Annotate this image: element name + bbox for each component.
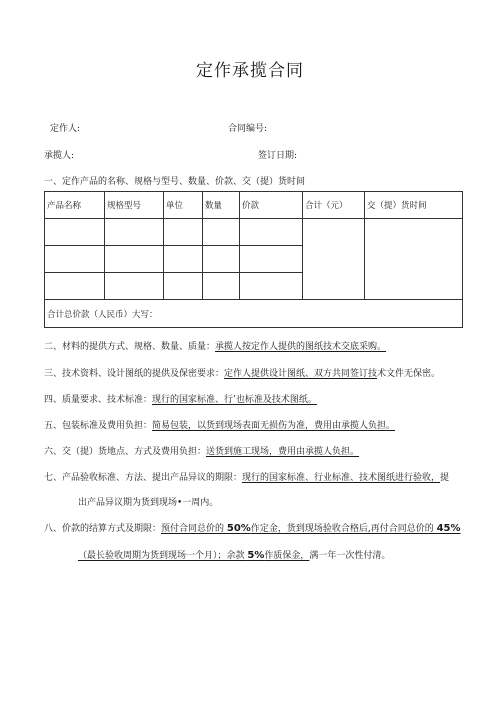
- warranty-percent: 5%: [247, 550, 265, 561]
- column-header: 交（提）货时间: [365, 192, 463, 219]
- section7-tail: 提: [440, 473, 450, 483]
- section2-value: 承揽人按定作人提供的图纸技术交底采购。: [215, 342, 387, 352]
- column-header: 规格型号: [105, 192, 164, 219]
- table-row: [45, 219, 463, 246]
- column-header: 合计（元）: [303, 192, 365, 219]
- table-total-row: [45, 300, 463, 328]
- section3-rest: 术文件无保密。: [377, 369, 441, 379]
- section8-line2: [78, 548, 390, 561]
- table-cell[interactable]: [105, 246, 164, 273]
- section5-label: 五、包装标准及费用负担：: [44, 421, 153, 431]
- section8-label: 八、价款的结算方式及期限：: [44, 524, 162, 534]
- section8: [44, 521, 461, 534]
- section6-value: 送货到施工现场，费用由承揽人负担。: [206, 447, 360, 457]
- section3-label: 三、技术资料、设计图纸的提供及保密要求：: [44, 369, 225, 379]
- sign-date-label: 签订日期:: [258, 151, 298, 161]
- product-table: [44, 191, 463, 328]
- section2: [44, 339, 386, 352]
- total-amount-cell[interactable]: [303, 219, 365, 300]
- section8-text: 满一年一次性付清。: [309, 551, 391, 561]
- table-cell[interactable]: [240, 273, 303, 300]
- section4: [44, 392, 317, 405]
- table-cell[interactable]: [45, 273, 105, 300]
- table-cell[interactable]: [105, 273, 164, 300]
- section8-text: （最长验收周期为货到现场一个月）；余款: [78, 551, 248, 561]
- table-cell[interactable]: [45, 246, 105, 273]
- contractor-label: 承揽人:: [44, 151, 75, 161]
- section8-line2-underlined: [78, 551, 309, 561]
- section5: [44, 418, 395, 431]
- table-cell[interactable]: [203, 246, 240, 273]
- section6: [44, 444, 359, 457]
- section7: [44, 470, 449, 483]
- column-header: 产品名称: [45, 192, 105, 219]
- section3-value: 定作人提供设计图纸、双方共同签订技: [224, 369, 378, 379]
- table-cell[interactable]: [203, 219, 240, 246]
- table-cell[interactable]: [203, 273, 240, 300]
- table-header-row: [45, 192, 463, 219]
- total-price-label: 合计总价款（人民币）大写：: [45, 300, 463, 328]
- section2-label: 二、材料的提供方式、规格、数量、质量：: [44, 342, 216, 352]
- section7-label: 七、产品验收标准、方法、提出产品异议的期限：: [44, 473, 243, 483]
- orderer-label: 定作人:: [50, 124, 81, 134]
- section8-text: 作质保金，: [264, 551, 310, 561]
- contract-number-label: 合同编号:: [228, 124, 268, 134]
- section7-value: 现行的国家标准、行业标准、技术图纸进行验收，: [242, 473, 441, 483]
- section4-label: 四、质量要求、技术标准：: [44, 395, 153, 405]
- table-cell[interactable]: [164, 273, 203, 300]
- table-cell[interactable]: [164, 246, 203, 273]
- table-cell[interactable]: [240, 219, 303, 246]
- section8-text: 预付合同总价的: [161, 524, 227, 534]
- page-title: 定作承揽合同: [196, 61, 304, 81]
- section8-line1: [161, 524, 460, 534]
- table-cell[interactable]: [164, 219, 203, 246]
- column-header: 单位: [164, 192, 203, 219]
- table-cell[interactable]: [45, 219, 105, 246]
- section7-line2: 出产品异议期为货到现场•一周内。: [78, 498, 219, 508]
- delivery-time-cell[interactable]: [365, 219, 463, 300]
- section3: [44, 366, 440, 379]
- table-cell[interactable]: [240, 246, 303, 273]
- column-header: 价款: [240, 192, 303, 219]
- deposit-percent: 50%: [226, 523, 251, 534]
- second-payment-percent: 45%: [436, 523, 461, 534]
- section8-text: 作定金，货到现场验收合格后,再付合同总价的: [250, 524, 437, 534]
- section5-value: 简易包装，以货到现场表面无损伤为准，费用由承揽人负担。: [152, 421, 396, 431]
- column-header: 数量: [203, 192, 240, 219]
- table-cell[interactable]: [105, 219, 164, 246]
- section6-label: 六、交（提）货地点、方式及费用负担：: [44, 447, 207, 457]
- section1-heading: 一、定作产品的名称、规格与型号、数量、价款、交（提）货时间: [44, 177, 306, 187]
- section4-value: 现行的国家标准、行’也标准及技术图纸。: [152, 395, 317, 405]
